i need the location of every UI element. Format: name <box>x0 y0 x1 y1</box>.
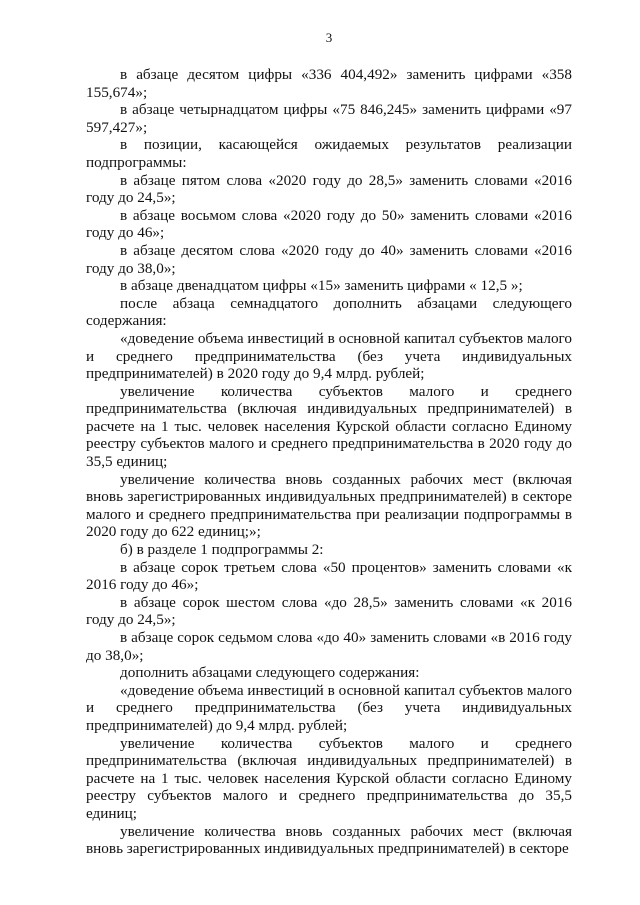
paragraph: в абзаце восьмом слова «2020 году до 50» заменить словами «2016 году до 46»; <box>86 206 572 242</box>
paragraph: в абзаце двенадцатом цифры «15» заменить цифрами « 12,5 »; <box>120 277 523 295</box>
paragraph: б) в разделе 1 подпрограммы 2: <box>120 541 324 559</box>
paragraph: увеличение количества субъектов малого и среднего предпринимательства (включая индивидуальных предпринимателей) в расчете на 1 тыс. человек населения Курской области согласно Единому реестру субъектов малого и среднего предпринимательства до 35,5 единиц; <box>86 734 572 822</box>
paragraph: в абзаце сорок шестом слова «до 28,5» заменить словами «к 2016 году до 24,5»; <box>86 593 572 629</box>
paragraph: увеличение количества субъектов малого и среднего предпринимательства (включая индивидуальных предпринимателей) в расчете на 1 тыс. человек населения Курской области согласно Единому реестру субъектов малого и среднего предпринимательства в 2020 году до 35,5 единиц; <box>86 382 572 471</box>
paragraph: в позиции, касающейся ожидаемых результатов реализации подпрограммы: <box>86 136 572 171</box>
page-number: 3 <box>325 30 333 45</box>
paragraph: дополнить абзацами следующего содержания: <box>120 664 420 682</box>
paragraph: «доведение объема инвестиций в основной капитал субъектов малого и среднего предпринимательства (без учета индивидуальных предпринимателей) в 2020 году до 9,4 млрд. рублей; <box>86 329 572 383</box>
paragraph: в абзаце четырнадцатом цифры «75 846,245» заменить цифрами «97 597,427»; <box>86 101 572 136</box>
paragraph: увеличение количества вновь созданных рабочих мест (включая вновь зарегистрированных индивидуальных предпринимателей) в секторе <box>86 822 572 858</box>
paragraph: в абзаце пятом слова «2020 году до 28,5» заменить словами «2016 году до 24,5»; <box>86 171 572 207</box>
paragraph: в абзаце десятом цифры «336 404,492» заменить цифрами «358 155,674»; <box>86 66 572 101</box>
paragraph: после абзаца семнадцатого дополнить абзацами следующего содержания: <box>86 294 572 330</box>
paragraph: в абзаце десятом слова «2020 году до 40» заменить словами «2016 году до 38,0»; <box>86 241 572 277</box>
paragraph: увеличение количества вновь созданных рабочих мест (включая вновь зарегистрированных индивидуальных предпринимателей) в секторе малого и среднего предпринимательства при реализации подпрограммы в 2020 году до 622 единиц;»; <box>86 470 572 541</box>
paragraph: в абзаце сорок третьем слова «50 процентов» заменить словами «к 2016 году до 46»; <box>86 558 572 594</box>
paragraph: «доведение объема инвестиций в основной капитал субъектов малого и среднего предпринимательства (без учета индивидуальных предпринимателей) до 9,4 млрд. рублей; <box>86 681 572 734</box>
paragraph: в абзаце сорок седьмом слова «до 40» заменить словами «в 2016 году до 38,0»; <box>86 629 572 664</box>
